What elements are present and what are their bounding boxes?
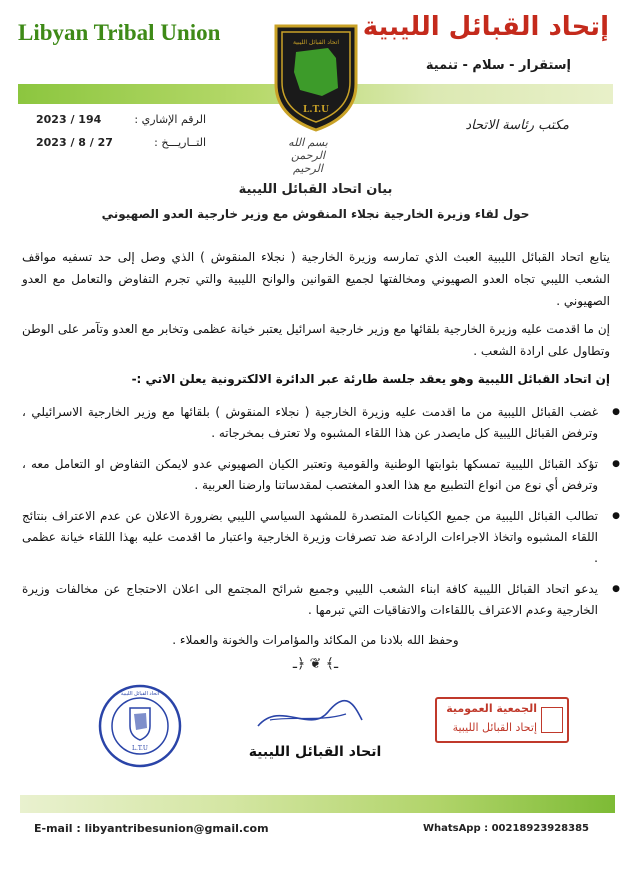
- emblem-top-text: اتحاد القبائل الليبية: [292, 39, 340, 46]
- list-item: ● يدعو اتحاد القبائل الليبية كافة ابناء الشعب الليبي وجميع شرائح المجتمع الى اعلان الاحتجاج عن مخالفات وزيرة الخارجية وعدم الاعتراف باللقاءات والاتفاقيات التي تبرمها .: [22, 579, 610, 621]
- org-name-ar: إتحاد القبائل الليبية: [362, 12, 609, 42]
- reference-block: [36, 113, 206, 159]
- signer-name: اتحاد القبائل الليبية: [248, 744, 382, 760]
- seal-code: L.T.U: [132, 745, 148, 752]
- ref-value: 2023 / 194: [36, 113, 102, 126]
- footer-email: E-mail : libyantribesunion@gmail.com: [34, 822, 269, 835]
- list-item: ● تطالب القبائل الليبية من جميع الكيانات المتصدرة للمشهد السياسي الليبي بضرورة الاعلان عن عدم الاعتراف بنتائج اللقاء المشبوه واتخاذ الاجراءات الرادعة ضد تصرفات وزيرة الخارجية واعتبار ما اقدمت عليه بهذا اللقاء خيانة عظمى .: [22, 506, 610, 569]
- date-value: 2023 / 8 / 27: [36, 136, 113, 149]
- paragraph-2: إن ما اقدمت عليه وزيرة الخارجية بلقائها مع وزير خارجية اسرائيل يعتبر خيانة عظمى وتخابر مع العدو وتآمر على الوطن وتطاول على ارادة الشعب .: [22, 322, 610, 358]
- announcement: إن اتحاد القبائل الليبية وهو يعقد جلسة طارئة عبر الدائرة الالكترونية يعلن الاتي :-: [131, 372, 610, 386]
- footer-whatsapp: WhatsApp : 00218923928385: [422, 823, 589, 834]
- closing-line: وحفظ الله بلادنا من المكائد والمؤامرات والخونة والعملاء .: [172, 633, 459, 647]
- union-emblem-icon: [266, 22, 366, 132]
- ref-number-line: [36, 113, 206, 126]
- signature-icon: [250, 690, 370, 740]
- emblem-bottom-text: L.T.U: [303, 105, 329, 115]
- date-line: [36, 136, 206, 149]
- statement-subtitle: حول لقاء وزيرة الخارجية نجلاء المنقوش مع وزير خارجية العدو الصهيوني: [101, 207, 530, 221]
- footer-green-bar: [20, 795, 615, 813]
- list-item: ● غضب القبائل الليبية من ما اقدمت عليه وزيرة الخارجية ( نجلاء المنقوش ) بلقائها مع وزير الخارجية الاسرائيلي ، وترفض القبائل الليبية كل مايصدر عن هذا اللقاء المشبوه ولا تعترف بمخرجاته .: [22, 402, 610, 444]
- seal-text: اتحاد القبائل الليبية: [120, 691, 160, 697]
- ref-label: الرقم الإشاري :: [134, 113, 206, 126]
- paragraph-1: يتابع اتحاد القبائل الليبية العبث الذي تمارسه وزيرة الخارجية ( نجلاء المنقوش ) الذي وصل إلى حد تسفيه مواقف الشعب الليبي تجاه العدو الصهيوني ومخالفتها لجميع القوانين والوانح الليبية والتي تجرم التفاوض والتعامل مع العدو الصهيوني .: [22, 250, 610, 308]
- ornament: ـ﴾ ❦ ﴿ـ: [292, 656, 339, 672]
- red-stamp: [435, 697, 569, 743]
- office-label: مكتب رئاسة الاتحاد: [465, 118, 569, 133]
- list-item: ● تؤكد القبائل الليبية تمسكها بثوابتها الوطنية والقومية وتعتبر الكيان الصهيوني عدو لايمكن التفاوض او التعامل معه ، وترفض أي نوع من انواع التطبيع مع هذا العدو المغتصب لمقدساتنا وارضنا العربية .: [22, 454, 610, 496]
- blue-seal-icon: [98, 684, 182, 768]
- stamp-line-1: الجمعية العمومية: [446, 702, 537, 715]
- basmala: بسم الله الرحمن الرحيم: [288, 136, 328, 175]
- bullet-list: [22, 402, 624, 631]
- stamp-line-2: إتحاد القبائل الليبية: [452, 721, 537, 734]
- tagline: إستقرار - سلام - تنمية: [425, 58, 571, 73]
- statement-title: بيان اتحاد القبائل الليبية: [238, 182, 393, 197]
- org-name-en: Libyan Tribal Union: [18, 20, 221, 45]
- date-label: التــاريـــخ :: [154, 136, 206, 149]
- stamp-logo-icon: [541, 707, 563, 733]
